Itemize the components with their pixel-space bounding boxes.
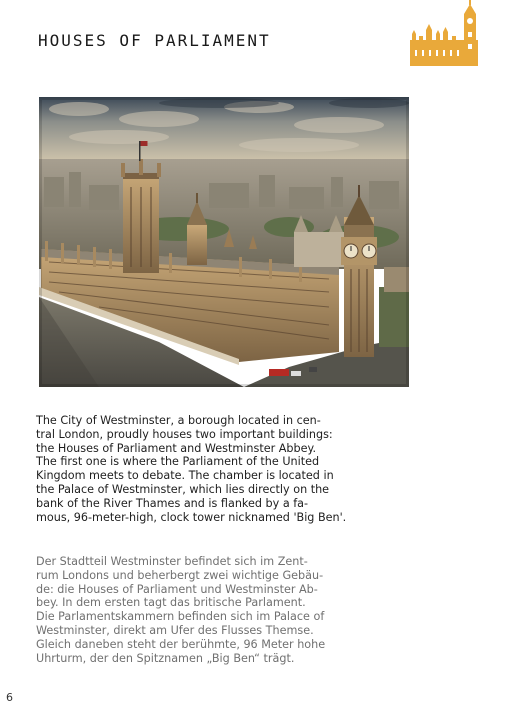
text-line: mous, 96-meter-high, clock tower nicknamed 'Big Ben'.: [36, 510, 347, 524]
text-line: de: die Houses of Parliament und Westminster Ab-: [36, 582, 318, 596]
german-paragraph: [36, 555, 411, 665]
text-line: Die Parlamentskammern befinden sich im Palace of: [36, 610, 325, 624]
text-line: tral London, proudly houses two important buildings:: [36, 427, 333, 441]
text-line: bank of the River Thames and is flanked by a fa-: [36, 496, 309, 510]
text-line: the Palace of Westminster, which lies directly on the: [36, 482, 330, 496]
page-number: 6: [6, 691, 13, 704]
parliament-skyline-icon: [410, 0, 478, 66]
text-line: Gleich daneben steht der berühmte, 96 Meter hohe: [36, 637, 326, 651]
text-line: the Houses of Parliament and Westminster Abbey.: [36, 441, 317, 455]
text-line: The City of Westminster, a borough located in cen-: [36, 414, 321, 427]
text-line: bey. In dem ersten tagt das britische Parlament.: [36, 596, 306, 610]
english-paragraph: [36, 414, 411, 524]
page-title: HOUSES OF PARLIAMENT: [38, 30, 271, 50]
text-line: Der Stadtteil Westminster befindet sich im Zent-: [36, 555, 308, 568]
text-line: Uhrturm, der den Spitznamen „Big Ben“ trägt.: [36, 651, 295, 665]
text-line: Kingdom meets to debate. The chamber is located in: [36, 469, 334, 483]
text-line: Westminster, direkt am Ufer des Flusses Themse.: [36, 623, 314, 637]
text-line: rum Londons und beherbergt zwei wichtige Gebäu-: [36, 568, 324, 582]
text-line: The first one is where the Parliament of the United: [36, 455, 320, 469]
westminster-photo: [39, 97, 409, 387]
